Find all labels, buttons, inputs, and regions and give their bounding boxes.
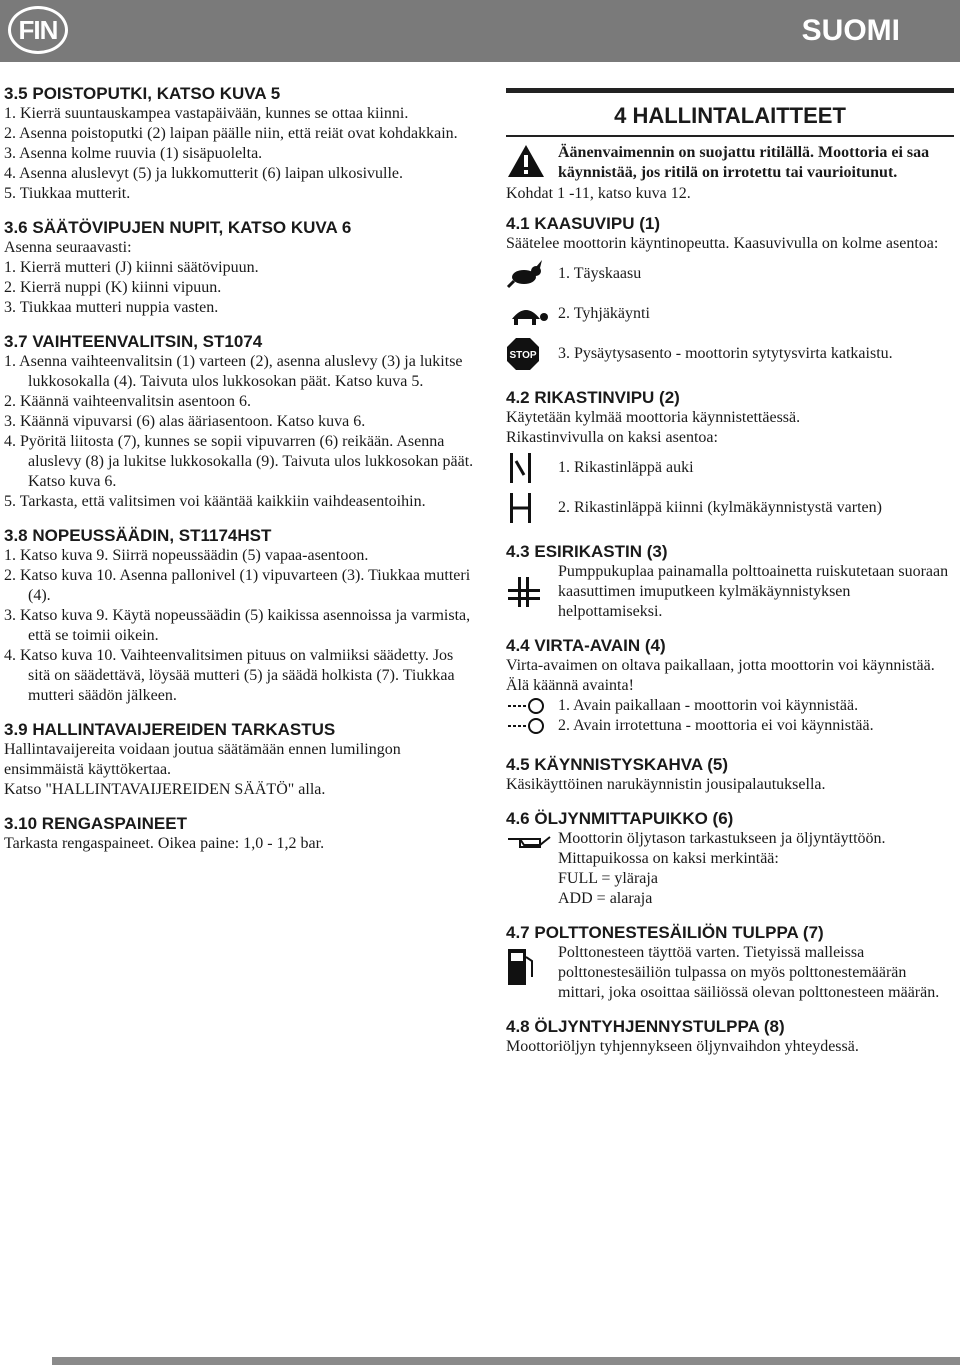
list-item: 2. Avain irrotettuna - moottoria ei voi käynnistää.	[558, 717, 874, 734]
stop-sign-icon	[506, 337, 558, 371]
paragraph: Hallintavaijereita voidaan joutua säätämään ennen lumilingon ensimmäistä käyttökertaa.	[4, 741, 401, 778]
section-4-7	[506, 923, 954, 1003]
list-item: 5. Tarkasta, että valitsimen voi kääntää kaikkiin vaihdeasentoihin.	[4, 493, 426, 510]
section-title: 4.3 ESIRIKASTIN (3)	[506, 542, 668, 561]
paragraph: Rikastinvivulla on kaksi asentoa:	[506, 429, 718, 446]
footer-bar	[52, 1357, 960, 1365]
list-item: 4. Katso kuva 10. Vaihteenvalitsimen pituus on valmiiksi säädetty. Jos sitä on säädettävä, löysää mutteri (5) ja säädä holkista (7). Tiukkaa mutteri säädön jälkeen.	[4, 647, 455, 704]
paragraph: ADD = alaraja	[558, 890, 653, 907]
section-title: 4.1 KAASUVIPU (1)	[506, 214, 660, 233]
language-title: SUOMI	[801, 14, 900, 47]
paragraph: Moottoriöljyn tyhjennykseen öljynvaihdon yhteydessä.	[506, 1038, 859, 1055]
warning-box	[506, 143, 954, 184]
paragraph: Polttonesteen täyttöä varten. Tietyissä malleissa polttonestesäiliön tulpassa on myös polttonestemäärän mittari, joka osoittaa säiliössä olevan polttonesteen määrän.	[558, 944, 940, 1001]
section-4-1	[506, 214, 954, 374]
list-item: 1. Rikastinläppä auki	[558, 459, 694, 476]
section-title: 4.8 ÖLJYNTYHJENNYSTULPPA (8)	[506, 1017, 785, 1036]
section-intro: Asenna seuraavasti:	[4, 239, 132, 256]
paragraph: Mittapuikossa on kaksi merkintää:	[558, 850, 779, 867]
section-title: 3.8 NOPEUSSÄÄDIN, ST1174HST	[4, 526, 272, 545]
paragraph: Tarkasta rengaspaineet. Oikea paine: 1,0 - 1,2 bar.	[4, 835, 325, 852]
warning-text: Äänenvaimennin on suojattu ritilällä. Moottoria ei saa käynnistää, jos ritilä on irrotettu tai vaurioitunut.	[558, 144, 930, 181]
section-3-7	[4, 332, 474, 512]
oil-can-icon	[506, 829, 558, 909]
rabbit-icon	[506, 259, 558, 289]
section-4-6	[506, 809, 954, 909]
section-title: 4.7 POLTTONESTESÄILIÖN TULPPA (7)	[506, 923, 824, 942]
section-3-6	[4, 218, 474, 318]
left-column	[4, 84, 474, 868]
paragraph: Moottorin öljytason tarkastukseen ja öljyntäyttöön.	[558, 830, 886, 847]
section-4-8	[506, 1017, 954, 1057]
section-3-8	[4, 526, 474, 706]
paragraph: Käytetään kylmää moottoria käynnistettäessä.	[506, 409, 801, 426]
list-item: 2. Asenna poistoputki (2) laipan päälle niin, että reiät ovat kohdakkain.	[4, 125, 458, 142]
section-4-5	[506, 755, 954, 795]
list-item: 3. Käännä vipuvarsi (6) alas ääriasentoon. Katso kuva 6.	[4, 413, 366, 430]
list-item: 3. Pysäytysasento - moottorin sytytysvirta katkaistu.	[558, 345, 893, 362]
section-title: 3.6 SÄÄTÖVIPUJEN NUPIT, KATSO KUVA 6	[4, 218, 352, 237]
list-item: 1. Katso kuva 9. Siirrä nopeussäädin (5) vapaa-asentoon.	[4, 547, 369, 564]
paragraph: Käsikäyttöinen narukäynnistin jousipalautuksella.	[506, 776, 826, 793]
choke-closed-icon	[506, 491, 558, 525]
section-3-5	[4, 84, 474, 204]
list-item: 5. Tiukkaa mutterit.	[4, 185, 131, 202]
primer-icon	[506, 575, 558, 609]
list-item: 4. Asenna aluslevyt (5) ja lukkomutterit (6) laipan ulkosivulle.	[4, 165, 404, 182]
throttle-idle-row	[506, 294, 954, 334]
section-3-10	[4, 814, 474, 854]
language-badge: FIN	[8, 6, 68, 54]
list-item: 2. Tyhjäkäynti	[558, 305, 650, 322]
list-item: 1. Täyskaasu	[558, 265, 642, 282]
section-4-2	[506, 388, 954, 528]
section-title: 3.9 HALLINTAVAIJEREIDEN TARKASTUS	[4, 720, 336, 739]
key-rows	[506, 696, 954, 741]
choke-open-row	[506, 448, 954, 488]
section-title: 3.10 RENGASPAINEET	[4, 814, 187, 833]
section-title: 4.6 ÖLJYNMITTAPUIKKO (6)	[506, 809, 734, 828]
list-item: 1. Asenna vaihteenvalitsin (1) varteen (2), asenna aluslevy (3) ja lukitse lukkosokalla (4). Taivuta ulos lukkosokan päät. Katso kuva 5.	[4, 353, 463, 390]
list-item: 1. Kierrä suuntauskampea vastapäivään, kunnes se ottaa kiinni.	[4, 105, 409, 122]
choke-closed-row	[506, 488, 954, 528]
list-item: 2. Käännä vaihteenvalitsin asentoon 6.	[4, 393, 252, 410]
paragraph: Virta-avaimen on oltava paikallaan, jotta moottorin voi käynnistää. Älä käännä avainta!	[506, 657, 935, 694]
list-item: 2. Katso kuva 10. Asenna pallonivel (1) vipuvarteen (3). Tiukkaa mutteri (4).	[4, 567, 471, 604]
list-item: 4. Pyöritä liitosta (7), kunnes se sopii vipuvarren (6) reikään. Asenna aluslevy (8) ja lukitse lukkosokalla (9). Taivuta ulos lukkosokan päät. Katso kuva 6.	[4, 433, 474, 490]
paragraph: Pumppukuplaa painamalla polttoainetta ruiskutetaan suoraan kaasuttimen imuputkeen kylmäkäynnistyksen helpottamiseksi.	[558, 563, 949, 620]
header-bar	[0, 0, 960, 62]
section-4-3	[506, 542, 954, 622]
ignition-key-icon	[506, 696, 558, 741]
list-item: 2. Kierrä nuppi (K) kiinni vipuun.	[4, 279, 222, 296]
list-item: 1. Avain paikallaan - moottorin voi käynnistää.	[558, 697, 859, 714]
paragraph: Katso "HALLINTAVAIJEREIDEN SÄÄTÖ" alla.	[4, 781, 326, 798]
list-item: 2. Rikastinläppä kiinni (kylmäkäynnistystä varten)	[558, 499, 882, 516]
section-title: 4.2 RIKASTINVIPU (2)	[506, 388, 680, 407]
fuel-cap-row	[506, 943, 954, 1003]
section-title: 3.5 POISTOPUTKI, KATSO KUVA 5	[4, 84, 281, 103]
throttle-stop-row	[506, 334, 954, 374]
stop-sign-label: STOP	[509, 350, 537, 361]
section-4-4	[506, 636, 954, 741]
list-item: 3. Asenna kolme ruuvia (1) sisäpuolelta.	[4, 145, 263, 162]
chapter-title: 4 HALLINTALAITTEET	[506, 88, 954, 137]
section-title: 3.7 VAIHTEENVALITSIN, ST1074	[4, 332, 263, 351]
right-column	[506, 88, 954, 1071]
dipstick-row	[506, 829, 954, 909]
paragraph: Säätelee moottorin käyntinopeutta. Kaasuvivulla on kolme asentoa:	[506, 235, 939, 252]
section-title: 4.5 KÄYNNISTYSKAHVA (5)	[506, 755, 728, 774]
turtle-icon	[506, 301, 558, 327]
throttle-fast-row	[506, 254, 954, 294]
list-item: 3. Katso kuva 9. Käytä nopeussäädin (5) kaikissa asennoissa ja varmista, että se toimii oikein.	[4, 607, 471, 644]
primer-row	[506, 562, 954, 622]
section-title: 4.4 VIRTA-AVAIN (4)	[506, 636, 666, 655]
list-item: 3. Tiukkaa mutteri nuppia vasten.	[4, 299, 219, 316]
warning-icon	[506, 143, 558, 184]
choke-open-icon	[506, 451, 558, 485]
list-item: 1. Kierrä mutteri (J) kiinni säätövipuun.	[4, 259, 259, 276]
section-3-9	[4, 720, 474, 800]
paragraph: Kohdat 1 -11, katso kuva 12.	[506, 185, 691, 202]
fuel-pump-icon	[506, 943, 558, 1003]
paragraph: FULL = yläraja	[558, 870, 658, 887]
